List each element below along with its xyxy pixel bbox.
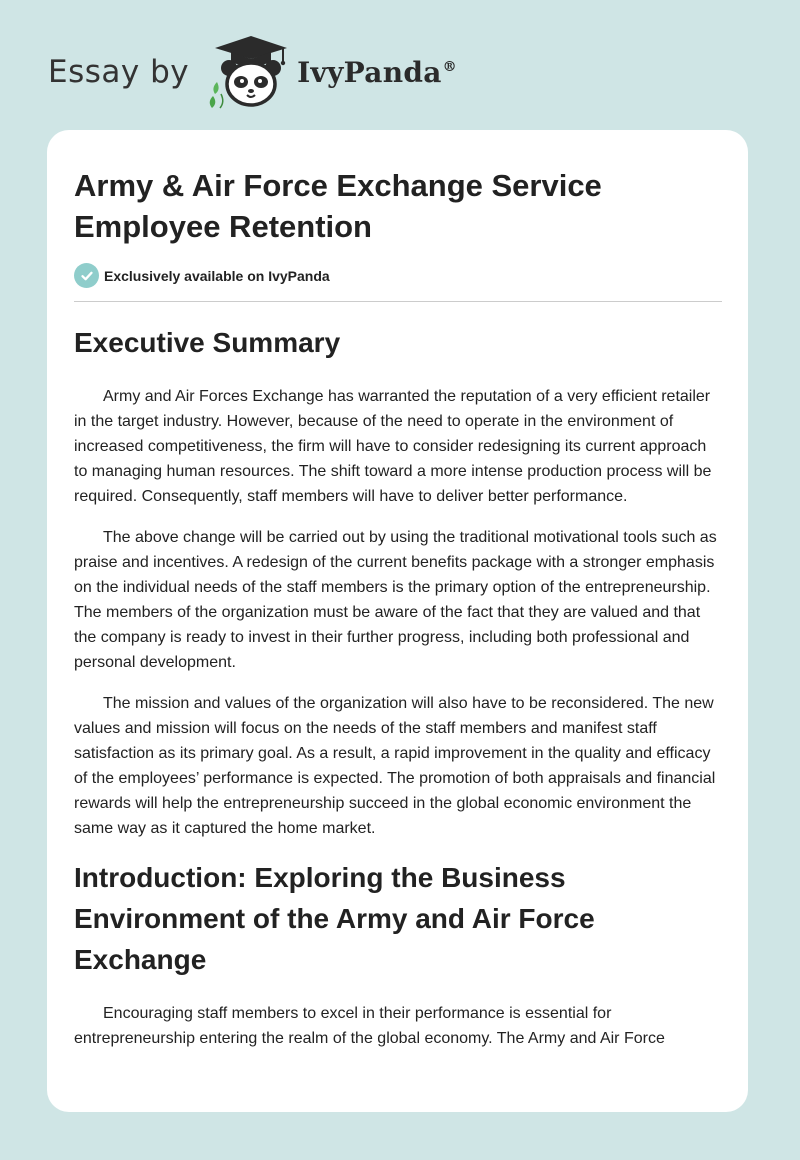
paragraph: Encouraging staff members to excel in their performance is essential for entrepreneurship entering the realm of the global economy. The Army and Air Force xyxy=(74,1005,665,1047)
registered-mark: ® xyxy=(442,59,457,76)
page-title: Army & Air Force Exchange Service Employee Retention xyxy=(74,168,602,244)
section-heading-executive-summary: Executive Summary xyxy=(74,327,341,358)
paragraph: The mission and values of the organization will also have to be reconsidered. The new values and mission will focus on the needs of the staff members and manifest staff satisfaction as its primary goal. As a result, a rapid improvement in the quality and efficacy of the employees’ performance is expected. The promotion of both appraisals and financial rewards will help the entrepreneurship succeed in the global economic environment the same way as it captured the home market. xyxy=(74,695,716,837)
brand-name[interactable]: IvyPanda® xyxy=(297,55,457,89)
panda-logo-icon[interactable] xyxy=(203,32,295,112)
exclusive-badge xyxy=(74,263,722,302)
exclusive-label: Exclusively available on IvyPanda xyxy=(104,267,330,284)
check-circle-icon xyxy=(74,263,99,288)
paragraph: Army and Air Forces Exchange has warranted the reputation of a very efficient retailer in the target industry. However, because of the need to operate in the environment of increased competitiveness, the firm will have to consider redesigning its current approach to managing human resources. The shift toward a more intense production process will be required. Consequently, staff members will have to deliver better performance. xyxy=(74,388,712,505)
essay-card xyxy=(47,130,748,1112)
paragraph: The above change will be carried out by using the traditional motivational tools such as praise and incentives. A redesign of the current benefits package with a stronger emphasis on the individual needs of the staff members is the primary option of the entrepreneurship. The members of the organization must be aware of the fact that they are valued and that the company is ready to invest in their further progress, including both professional and personal development. xyxy=(74,529,717,671)
section-heading-introduction: Introduction: Exploring the Business Environment of the Army and Air Force Exchange xyxy=(74,862,595,975)
site-header xyxy=(48,32,457,112)
brand-prefix: Essay by xyxy=(48,54,190,90)
